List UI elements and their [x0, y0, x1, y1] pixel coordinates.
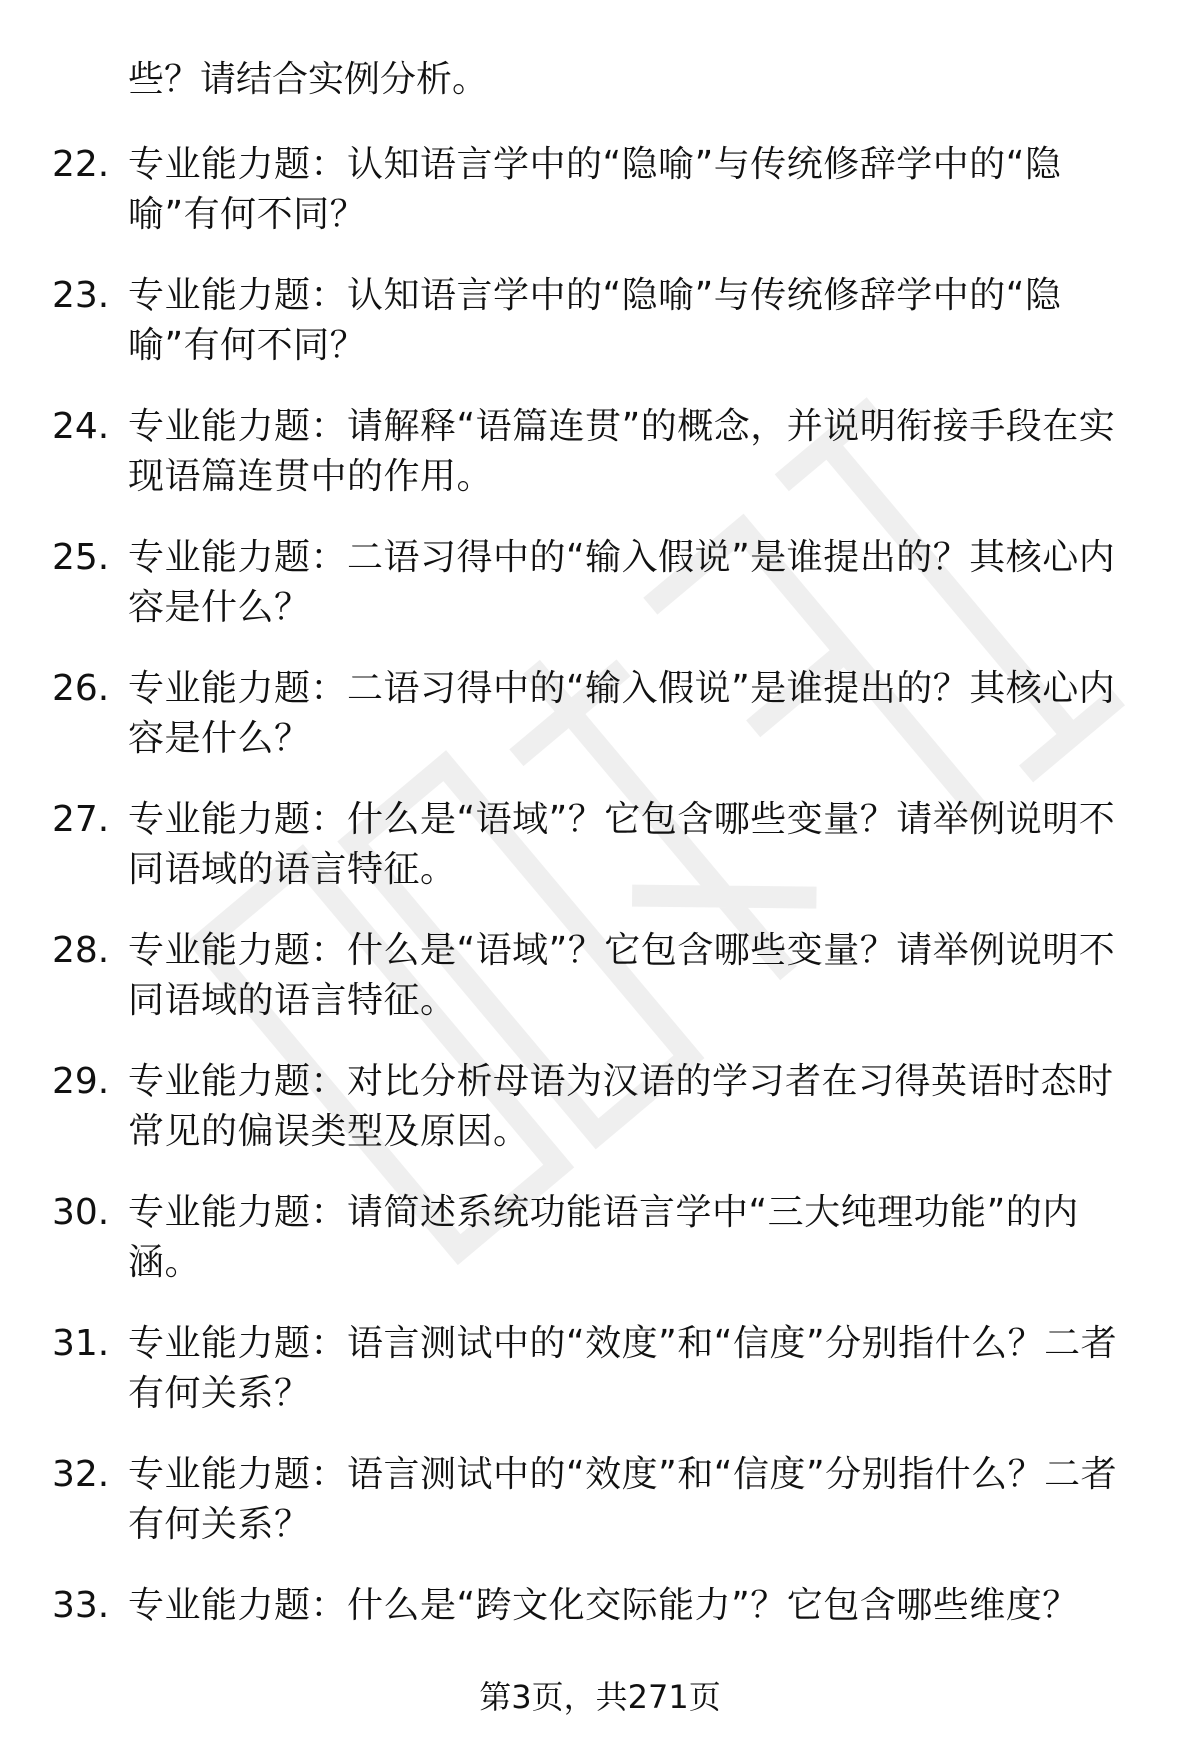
question-number: 33.: [52, 1585, 110, 1626]
question-item: [0, 533, 1200, 664]
question-item: [0, 926, 1200, 1057]
question-text: 专业能力题：什么是“语域”？它包含哪些变量？请举例说明不同语域的语言特征。: [128, 930, 1116, 1021]
question-number: 26.: [52, 668, 110, 709]
question-item: [0, 795, 1200, 926]
question-number: 24.: [52, 406, 110, 447]
question-item: [0, 1450, 1200, 1581]
question-item: [0, 271, 1200, 402]
question-item: [0, 664, 1200, 795]
question-number: 30.: [52, 1192, 110, 1233]
question-number: 29.: [52, 1061, 110, 1102]
question-text: 专业能力题：请解释“语篇连贯”的概念，并说明衔接手段在实现语篇连贯中的作用。: [128, 406, 1116, 497]
page-footer: 第3页，共271页: [479, 1678, 721, 1716]
question-text: 专业能力题：二语习得中的“输入假说”是谁提出的？其核心内容是什么？: [128, 537, 1116, 628]
question-number: 28.: [52, 930, 110, 971]
question-text: 专业能力题：语言测试中的“效度”和“信度”分别指什么？二者有何关系？: [128, 1323, 1118, 1414]
question-item: [0, 140, 1200, 271]
question-text: 专业能力题：认知语言学中的“隐喻”与传统修辞学中的“隐喻”有何不同？: [128, 275, 1062, 366]
question-text: 专业能力题：对比分析母语为汉语的学习者在习得英语时态时常见的偏误类型及原因。: [128, 1061, 1114, 1152]
question-item: [0, 1319, 1200, 1450]
question-number: 25.: [52, 537, 110, 578]
question-number: 31.: [52, 1323, 110, 1364]
question-item: [0, 1057, 1200, 1188]
question-number: 32.: [52, 1454, 110, 1495]
question-number: 27.: [52, 799, 110, 840]
question-number: 23.: [52, 275, 110, 316]
question-text: 专业能力题：请简述系统功能语言学中“三大纯理功能”的内涵。: [128, 1192, 1079, 1283]
question-text: 专业能力题：什么是“语域”？它包含哪些变量？请举例说明不同语域的语言特征。: [128, 799, 1116, 890]
question-list: [0, 140, 1200, 1712]
question-text: 专业能力题：认知语言学中的“隐喻”与传统修辞学中的“隐喻”有何不同？: [128, 144, 1062, 235]
question-text: 专业能力题：二语习得中的“输入假说”是谁提出的？其核心内容是什么？: [128, 668, 1116, 759]
continued-question-text: 些？请结合实例分析。: [128, 59, 489, 100]
question-item: [0, 1188, 1200, 1319]
question-text: 专业能力题：语言测试中的“效度”和“信度”分别指什么？二者有何关系？: [128, 1454, 1118, 1545]
question-item: [0, 402, 1200, 533]
question-number: 22.: [52, 144, 110, 185]
question-text: 专业能力题：什么是“跨文化交际能力”？它包含哪些维度？: [128, 1585, 1079, 1626]
